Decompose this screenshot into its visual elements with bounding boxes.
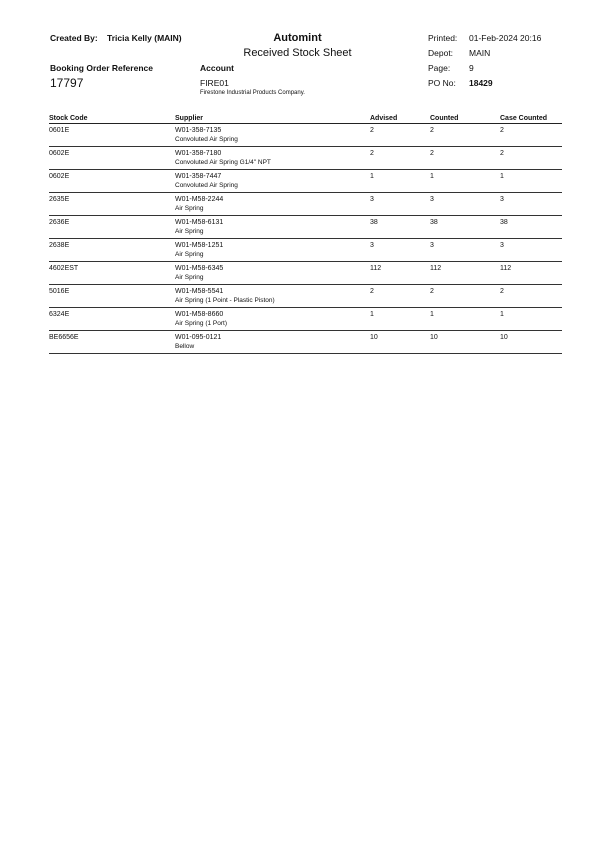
col-header-advised: Advised <box>370 114 430 124</box>
col-header-supplier: Supplier <box>175 114 370 124</box>
table-row <box>49 285 562 308</box>
item-description: Convoluted Air Spring G1/4" NPT <box>175 159 271 166</box>
col-header-case-counted: Case Counted <box>500 114 562 124</box>
booking-ref-value: 17797 <box>50 76 84 90</box>
supplier-cell <box>175 308 370 331</box>
supplier-cell <box>175 239 370 262</box>
counted-qty: 38 <box>430 216 500 239</box>
item-description: Convoluted Air Spring <box>175 136 238 143</box>
advised-qty: 2 <box>370 285 430 308</box>
supplier-code: W01-M58-2244 <box>175 196 224 203</box>
item-description: Air Spring <box>175 274 204 281</box>
stock-code: 2636E <box>49 216 175 239</box>
po-value: 18429 <box>469 78 493 88</box>
advised-qty: 112 <box>370 262 430 285</box>
supplier-cell <box>175 216 370 239</box>
advised-qty: 3 <box>370 239 430 262</box>
account-value: FIRE01 <box>200 78 229 88</box>
supplier-code: W01-M58-5541 <box>175 288 224 295</box>
counted-qty: 1 <box>430 170 500 193</box>
printed-value: 01-Feb-2024 20:16 <box>469 33 542 43</box>
stock-code: 0602E <box>49 170 175 193</box>
supplier-code: W01-358-7447 <box>175 173 222 180</box>
counted-qty: 2 <box>430 124 500 147</box>
account-name: Firestone Industrial Products Company. <box>200 90 305 96</box>
stock-code: 5016E <box>49 285 175 308</box>
stock-code: 2638E <box>49 239 175 262</box>
case-counted-qty: 38 <box>500 216 562 239</box>
case-counted-qty: 1 <box>500 170 562 193</box>
advised-qty: 10 <box>370 331 430 354</box>
counted-qty: 3 <box>430 239 500 262</box>
stock-table <box>49 114 562 354</box>
item-description: Air Spring <box>175 228 204 235</box>
item-description: Air Spring (1 Port) <box>175 320 228 327</box>
item-description: Air Spring (1 Point - Plastic Piston) <box>175 297 275 304</box>
supplier-cell <box>175 147 370 170</box>
col-header-counted: Counted <box>430 114 500 124</box>
case-counted-qty: 2 <box>500 124 562 147</box>
table-row <box>49 331 562 354</box>
depot-label: Depot: <box>428 48 454 58</box>
supplier-code: W01-M58-6345 <box>175 265 224 272</box>
supplier-code: W01-M58-8660 <box>175 311 224 318</box>
case-counted-qty: 10 <box>500 331 562 354</box>
table-row <box>49 308 562 331</box>
booking-ref-label: Booking Order Reference <box>50 63 153 73</box>
account-label: Account <box>200 63 234 73</box>
item-description: Air Spring <box>175 251 204 258</box>
counted-qty: 1 <box>430 308 500 331</box>
advised-qty: 2 <box>370 124 430 147</box>
stock-code: 6324E <box>49 308 175 331</box>
item-description: Bellow <box>175 343 195 350</box>
sheet-title: Received Stock Sheet <box>243 47 352 59</box>
page-label: Page: <box>428 63 451 73</box>
po-label: PO No: <box>428 78 456 88</box>
supplier-cell <box>175 331 370 354</box>
supplier-cell <box>175 285 370 308</box>
stock-code: 0601E <box>49 124 175 147</box>
created-by-label: Created By: <box>50 33 98 43</box>
company-name: Automint <box>273 32 322 44</box>
page-value: 9 <box>469 63 474 73</box>
table-row <box>49 262 562 285</box>
item-description: Convoluted Air Spring <box>175 182 238 189</box>
stock-code: 2635E <box>49 193 175 216</box>
case-counted-qty: 3 <box>500 239 562 262</box>
advised-qty: 1 <box>370 308 430 331</box>
table-row <box>49 216 562 239</box>
supplier-cell <box>175 193 370 216</box>
col-header-stock-code: Stock Code <box>49 114 175 124</box>
advised-qty: 2 <box>370 147 430 170</box>
counted-qty: 2 <box>430 147 500 170</box>
supplier-code: W01-095-0121 <box>175 334 222 341</box>
case-counted-qty: 3 <box>500 193 562 216</box>
counted-qty: 112 <box>430 262 500 285</box>
supplier-code: W01-M58-6131 <box>175 219 224 226</box>
table-row <box>49 170 562 193</box>
counted-qty: 10 <box>430 331 500 354</box>
printed-label: Printed: <box>428 33 458 43</box>
advised-qty: 3 <box>370 193 430 216</box>
case-counted-qty: 2 <box>500 285 562 308</box>
item-description: Air Spring <box>175 205 204 212</box>
table-row <box>49 239 562 262</box>
case-counted-qty: 1 <box>500 308 562 331</box>
table-row <box>49 147 562 170</box>
table-row <box>49 193 562 216</box>
counted-qty: 2 <box>430 285 500 308</box>
supplier-code: W01-358-7135 <box>175 127 222 134</box>
supplier-cell <box>175 170 370 193</box>
depot-value: MAIN <box>469 48 491 58</box>
stock-code: 0602E <box>49 147 175 170</box>
stock-code: BE6656E <box>49 331 175 354</box>
table-row <box>49 124 562 147</box>
table-header-row <box>49 114 562 124</box>
supplier-cell <box>175 124 370 147</box>
created-by-value: Tricia Kelly (MAIN) <box>107 33 182 43</box>
stock-code: 4602EST <box>49 262 175 285</box>
counted-qty: 3 <box>430 193 500 216</box>
case-counted-qty: 2 <box>500 147 562 170</box>
supplier-code: W01-M58-1251 <box>175 242 224 249</box>
supplier-code: W01-358-7180 <box>175 150 222 157</box>
advised-qty: 38 <box>370 216 430 239</box>
advised-qty: 1 <box>370 170 430 193</box>
supplier-cell <box>175 262 370 285</box>
case-counted-qty: 112 <box>500 262 562 285</box>
